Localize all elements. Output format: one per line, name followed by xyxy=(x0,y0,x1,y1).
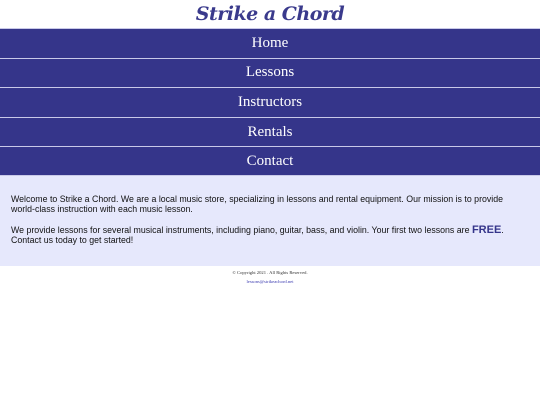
site-footer xyxy=(0,266,540,284)
nav-item-instructors[interactable]: Instructors xyxy=(0,87,540,117)
email-link[interactable]: lessons@strikeachord.net xyxy=(246,278,294,284)
copyright-text: © Copyright 2021 . All Rights Reserved. xyxy=(232,269,308,275)
lessons-paragraph xyxy=(11,225,529,246)
main-nav xyxy=(0,28,540,176)
welcome-paragraph: Welcome to Strike a Chord. We are a local music store, specializing in lessons and rental equipment. Our mission is to provide world-class instruction with each music lesson. xyxy=(11,193,504,215)
main-content xyxy=(0,176,540,266)
nav-item-home[interactable]: Home xyxy=(0,28,540,58)
free-highlight: FREE xyxy=(471,223,502,236)
nav-item-lessons[interactable]: Lessons xyxy=(0,58,540,88)
nav-item-contact[interactable]: Contact xyxy=(0,146,540,176)
lessons-text-after: . Contact us today to get started! xyxy=(11,224,504,246)
lessons-text-before: We provide lessons for several musical instruments, including piano, guitar, bass, and violin. Your first two lessons are xyxy=(11,224,472,235)
nav-item-rentals[interactable]: Rentals xyxy=(0,117,540,147)
site-header xyxy=(0,0,540,28)
site-title: Strike a Chord xyxy=(195,3,345,25)
